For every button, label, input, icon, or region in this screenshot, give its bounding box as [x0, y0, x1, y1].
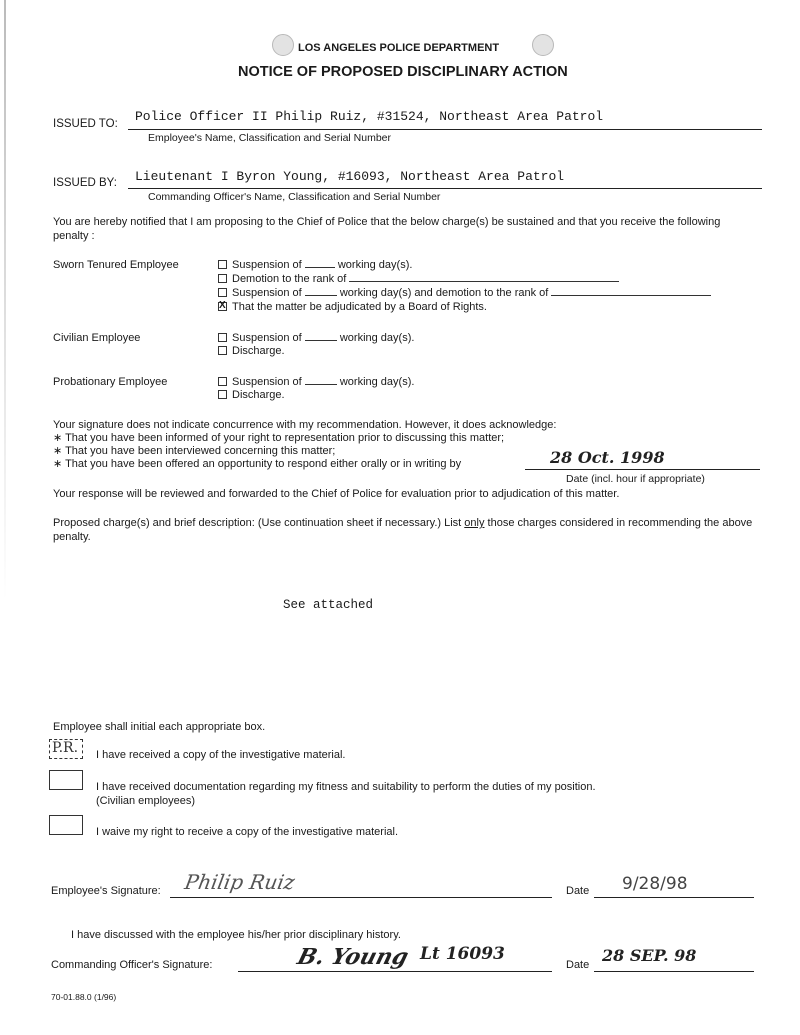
initial-item-waive: I waive my right to receive a copy of the investigative material. [96, 826, 399, 838]
sworn-suspension-demotion-checkbox[interactable] [218, 288, 227, 297]
issued-by-caption: Commanding Officer's Name, Classification and Serial Number [148, 191, 441, 203]
issued-by-line [128, 188, 762, 189]
response-date-caption: Date (incl. hour if appropriate) [566, 473, 705, 485]
co-signature-line [238, 971, 552, 972]
issued-to-label: ISSUED TO: [53, 118, 118, 130]
probationary-discharge-label: Discharge. [232, 389, 285, 401]
acknowledge-bullet-1: ∗ That you have been informed of your right to representation prior to discussing this matter; [53, 432, 505, 444]
employee-date-label: Date [566, 885, 590, 897]
employee-date-line [594, 897, 754, 898]
scan-edge-mark [4, 0, 6, 600]
initial-item-fitness-line2: (Civilian employees) [96, 795, 196, 807]
sworn-suspension-demotion-rank-blank[interactable] [551, 286, 711, 296]
initials-handwritten: P.R. [52, 740, 79, 756]
discussed-history-text: I have discussed with the employee his/her prior disciplinary history. [71, 929, 401, 941]
sworn-demotion-rank-blank[interactable] [349, 272, 619, 282]
sworn-suspension-checkbox[interactable] [218, 260, 227, 269]
initial-item-fitness-line1: I have received documentation regarding my fitness and suitability to perform the duties of my position. [96, 781, 596, 793]
civilian-employee-label: Civilian Employee [53, 332, 141, 344]
sworn-suspension-suffix: working day(s). [337, 259, 413, 271]
form-number: 70-01.88.0 (1/96) [51, 992, 117, 1002]
sworn-employee-label: Sworn Tenured Employee [53, 259, 179, 271]
notice-paragraph: You are hereby notified that I am proposing to the Chief of Police that the below charge(s) be sustained and that you receive the following penalty : [53, 216, 721, 242]
civilian-option-suspension [218, 331, 414, 344]
employee-date-handwritten: 9/28/98 [622, 874, 688, 894]
probationary-suspension-days-blank[interactable] [305, 375, 337, 385]
issued-to-caption: Employee's Name, Classification and Serial Number [148, 132, 392, 144]
probationary-suspension-checkbox[interactable] [218, 377, 227, 386]
sworn-option-suspension-demotion [218, 286, 711, 299]
acknowledge-intro: Your signature does not indicate concurrence with my recommendation. However, it does acknowledge: [53, 419, 557, 431]
civilian-suspension-days-blank[interactable] [305, 331, 337, 341]
initial-box-waive-rights[interactable] [49, 815, 83, 835]
probationary-discharge-checkbox[interactable] [218, 390, 227, 399]
initial-item-received-material: I have received a copy of the investigative material. [96, 749, 346, 761]
initials-intro: Employee shall initial each appropriate box. [53, 721, 266, 733]
civilian-suspension-label: Suspension of [232, 332, 302, 344]
co-signature-label: Commanding Officer's Signature: [51, 959, 213, 971]
co-date-handwritten: 28 SEP. 98 [602, 946, 697, 965]
issued-to-value: Police Officer II Philip Ruiz, #31524, Northeast Area Patrol [135, 109, 604, 124]
acknowledge-bullet-3: ∗ That you have been offered an opportunity to respond either orally or in writing by [53, 458, 462, 470]
employee-signature: Philip Ruiz [182, 870, 297, 894]
sworn-suspension-demotion-suffix: working day(s) and demotion to the rank of [339, 287, 549, 299]
review-text: Your response will be reviewed and forwarded to the Chief of Police for evaluation prior to adjudication of this matter. [53, 488, 620, 500]
sworn-option-board-of-rights [218, 301, 487, 313]
issued-by-label: ISSUED BY: [53, 177, 117, 189]
issued-to-line [128, 129, 762, 130]
sworn-demotion-checkbox[interactable] [218, 274, 227, 283]
initial-box-fitness-documentation[interactable] [49, 770, 83, 790]
probationary-option-discharge [218, 389, 285, 401]
civilian-suspension-checkbox[interactable] [218, 333, 227, 342]
co-signature: B. Young [294, 944, 412, 970]
board-of-rights-label: That the matter be adjudicated by a Board of Rights. [232, 301, 487, 313]
punch-hole-left [272, 34, 294, 56]
response-date-line [525, 469, 760, 470]
response-date-handwritten: 28 Oct. 1998 [550, 448, 665, 467]
punch-hole-right [532, 34, 554, 56]
sworn-suspension-demotion-label: Suspension of [232, 287, 302, 299]
probationary-suspension-label: Suspension of [232, 376, 302, 388]
civilian-discharge-checkbox[interactable] [218, 346, 227, 355]
employee-signature-label: Employee's Signature: [51, 885, 161, 897]
civilian-discharge-label: Discharge. [232, 345, 285, 357]
acknowledge-bullet-2: ∗ That you have been interviewed concerning this matter; [53, 445, 336, 457]
co-date-label: Date [566, 959, 590, 971]
probationary-suspension-suffix: working day(s). [339, 376, 415, 388]
board-of-rights-checkbox[interactable] [218, 302, 227, 311]
probationary-employee-label: Probationary Employee [53, 376, 168, 388]
form-title: NOTICE OF PROPOSED DISCIPLINARY ACTION [238, 64, 568, 80]
sworn-suspension-label: Suspension of [232, 259, 302, 271]
sworn-suspension-days-blank[interactable] [305, 258, 335, 268]
charges-body: See attached [283, 598, 374, 612]
employee-signature-line [170, 897, 552, 898]
civilian-suspension-suffix: working day(s). [339, 332, 415, 344]
department-name: LOS ANGELES POLICE DEPARTMENT [298, 42, 500, 54]
co-signature-suffix: Lt 16093 [420, 944, 505, 964]
issued-by-value: Lieutenant I Byron Young, #16093, Northeast Area Patrol [135, 169, 565, 184]
sworn-option-suspension [218, 258, 412, 271]
sworn-option-demotion [218, 272, 619, 285]
civilian-option-discharge [218, 345, 285, 357]
probationary-option-suspension [218, 375, 414, 388]
sworn-demotion-label: Demotion to the rank of [232, 273, 347, 285]
charges-instructions: Proposed charge(s) and brief description: (Use continuation sheet if necessary.) List only those charges considered in recommending the above penalty. [53, 517, 753, 543]
sworn-suspension-demotion-days-blank[interactable] [305, 286, 337, 296]
co-date-line [594, 971, 754, 972]
